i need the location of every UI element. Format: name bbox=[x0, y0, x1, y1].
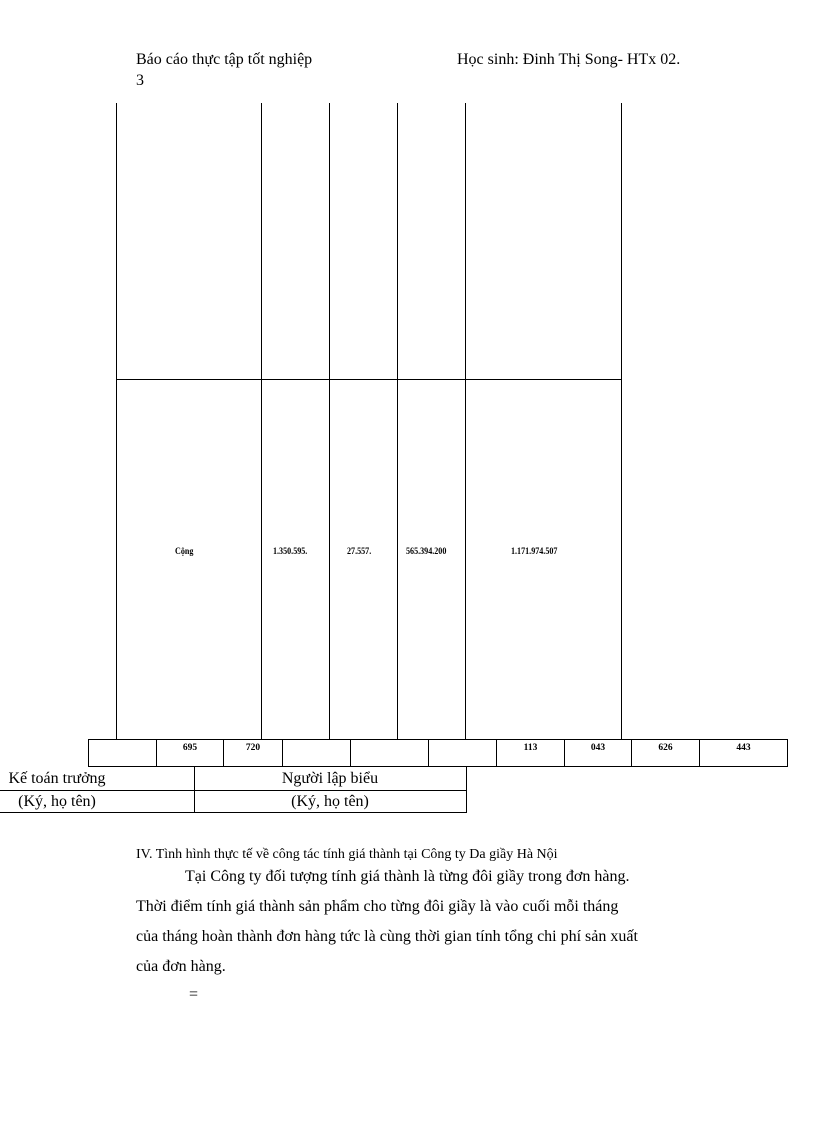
chief-accountant-sign: (Ký, họ tên) bbox=[18, 793, 96, 810]
overflow-cell: 043 bbox=[564, 739, 631, 767]
paragraph-line: Thời điểm tính giá thành sản phẩm cho từng đôi giầy là vào cuối mỗi tháng bbox=[136, 898, 619, 915]
table-divider bbox=[397, 103, 398, 739]
chief-accountant-title: Kế toán trưởng bbox=[8, 770, 106, 787]
total-cell: 27.557. bbox=[347, 547, 372, 557]
overflow-cell bbox=[282, 739, 350, 767]
overflow-cell: 443 bbox=[699, 739, 788, 767]
total-cell: 565.394.200 bbox=[406, 547, 447, 557]
equals-sign: = bbox=[189, 986, 199, 1003]
paragraph-line: của tháng hoàn thành đơn hàng tức là cùng thời gian tính tổng chi phí sản xuất bbox=[136, 928, 638, 945]
paragraph-line: của đơn hàng. bbox=[136, 958, 226, 975]
total-label: Cộng bbox=[175, 547, 194, 557]
total-cell: 1.350.595. bbox=[273, 547, 308, 557]
table-divider bbox=[465, 103, 466, 739]
overflow-cell bbox=[350, 739, 428, 767]
table-row-divider bbox=[116, 379, 622, 380]
overflow-cell bbox=[88, 739, 156, 767]
overflow-cell: 695 bbox=[156, 739, 223, 767]
page-number: 3 bbox=[136, 72, 144, 89]
report-title: Báo cáo thực tập tốt nghiệp bbox=[136, 51, 313, 68]
student-name: Học sinh: Đinh Thị Song- HTx 02. bbox=[457, 51, 681, 68]
overflow-cell bbox=[428, 739, 496, 767]
overflow-cell: 113 bbox=[496, 739, 564, 767]
section-heading: IV. Tình hình thực tế về công tác tính giá thành tại Công ty Da giầy Hà Nội bbox=[136, 847, 558, 862]
table-divider bbox=[261, 103, 262, 739]
total-cell: 1.171.974.507 bbox=[511, 547, 558, 557]
paragraph-line: Tại Công ty đối tượng tính giá thành là từng đôi giầy trong đơn hàng. bbox=[185, 868, 630, 885]
table-divider bbox=[329, 103, 330, 739]
preparer-title: Người lập biểu bbox=[281, 770, 379, 787]
preparer-sign: (Ký, họ tên) bbox=[291, 793, 369, 810]
overflow-cell: 720 bbox=[223, 739, 282, 767]
table-border-left bbox=[116, 103, 117, 739]
overflow-cell: 626 bbox=[631, 739, 699, 767]
table-border-right bbox=[621, 103, 622, 739]
